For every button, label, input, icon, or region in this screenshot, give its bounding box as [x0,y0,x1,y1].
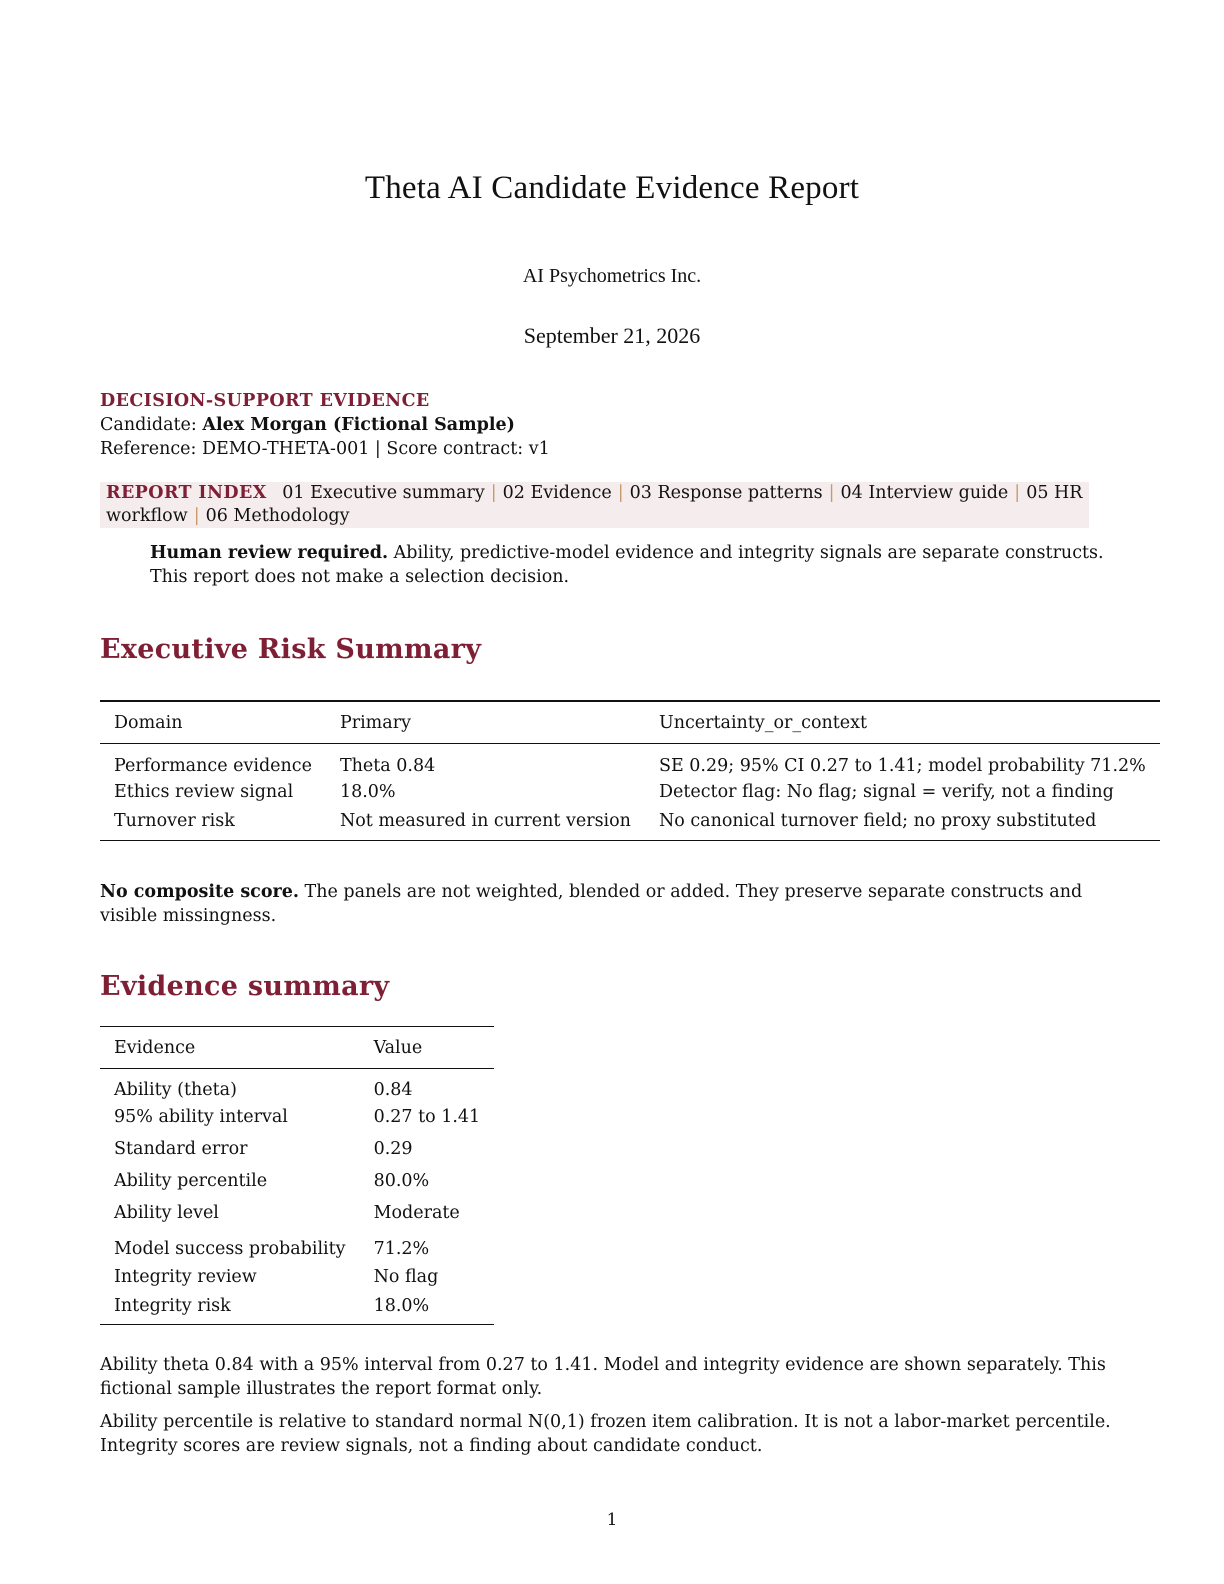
table-cell: Integrity review [114,1266,257,1287]
report-index [100,482,1089,528]
table-cell: 18.0% [373,1296,430,1317]
human-review-text: Ability, predictive-model evidence and integrity signals are separate constructs. This report does not make a selection decision. [150,543,1104,587]
evidence-paragraph-2: Ability percentile is relative to standard normal N(0,1) frozen item calibration. It is not a labor-market percentile. Integrity scores are review signals, not a finding about candidate conduct. [100,1412,1111,1456]
no-composite-text: The panels are not weighted, blended or added. They preserve separate constructs and visible missingness. [100,882,1083,926]
column-header: Evidence [100,1027,360,1069]
table-cell: Ability level [114,1202,219,1223]
index-separator: | [490,483,497,503]
report-title: Theta AI Candidate Evidence Report [364,170,860,206]
table-cell: 18.0% [339,782,396,802]
table-row [100,1229,494,1261]
report-index-label: REPORT INDEX [106,483,267,503]
index-item-hr-workflow[interactable]: 05 HR workflow [106,483,1083,526]
index-item-methodology[interactable]: 06 Methodology [205,506,350,526]
table-row [100,1101,494,1133]
table-cell: Ethics review signal [114,782,294,802]
column-header: Domain [100,701,326,744]
table-cell: Ability (theta) [114,1079,237,1100]
reference-line: Reference: DEMO-THETA-001 | Score contract: v1 [100,439,550,459]
table-cell: Performance evidence [114,756,312,776]
index-separator: | [617,483,624,503]
report-date: September 21, 2026 [523,323,701,348]
table-cell: No canonical turnover field; no proxy substituted [658,810,1097,831]
report-author: AI Psychometrics Inc. [522,265,702,287]
column-header: Uncertainty_or_context [645,701,1160,744]
decision-support-block [100,389,550,461]
table-cell: No flag [373,1266,439,1287]
executive-risk-table [100,700,1160,841]
table-cell: Detector flag: No flag; signal = verify, not a finding [658,782,1114,802]
table-cell: 0.29 [373,1138,413,1159]
table-row [100,1261,494,1293]
table-header-row [100,701,1160,744]
table-row [100,1133,494,1165]
index-item-interview-guide[interactable]: 04 Interview guide [840,483,1009,503]
table-row [100,776,1160,808]
candidate-line [100,413,550,437]
index-item-executive-summary[interactable]: 01 Executive summary [282,483,485,503]
table-row [100,808,1160,840]
executive-summary-heading: Executive Risk Summary [100,634,482,665]
evidence-table [100,1026,494,1325]
evidence-paragraph-1: Ability theta 0.84 with a 95% interval from 0.27 to 1.41. Model and integrity evidence are shown separately. This fictional sample illustrates the report format only. [100,1355,1106,1399]
table-cell: 95% ability interval [114,1106,288,1127]
human-review-bold: Human review required. [150,543,389,563]
table-cell: 0.84 [373,1079,413,1100]
table-cell: Standard error [114,1138,248,1159]
table-row [100,1293,494,1325]
table-cell: Not measured in current version [339,810,631,831]
table-header-row [100,1027,494,1069]
table-row [100,1197,494,1229]
table-cell: Moderate [373,1202,460,1223]
evidence-summary-heading: Evidence summary [100,971,390,1002]
page-number: 1 [606,1510,618,1530]
table-cell: 0.27 to 1.41 [373,1106,481,1127]
table-row [100,1069,494,1101]
table-cell: 80.0% [373,1170,430,1191]
table-cell: SE 0.29; 95% CI 0.27 to 1.41; model probability 71.2% [658,756,1146,776]
column-header: Value [360,1027,495,1069]
candidate-name: Alex Morgan (Fictional Sample) [202,415,515,435]
decision-support-heading: DECISION-SUPPORT EVIDENCE [100,391,430,411]
table-cell: Theta 0.84 [339,756,436,776]
table-row [100,744,1160,777]
table-cell: Ability percentile [114,1170,268,1191]
index-separator: | [828,483,835,503]
column-header: Primary [326,701,645,744]
no-composite-bold: No composite score. [100,882,299,902]
candidate-label: Candidate: [100,415,197,435]
index-item-response-patterns[interactable]: 03 Response patterns [629,483,823,503]
index-item-evidence[interactable]: 02 Evidence [502,483,612,503]
no-composite-note [100,880,1122,928]
table-row [100,1165,494,1197]
table-cell: Integrity risk [114,1296,231,1317]
table-cell: Turnover risk [114,810,235,831]
table-cell: 71.2% [373,1239,430,1259]
index-separator: | [1014,483,1021,503]
index-separator: | [193,506,200,526]
human-review-note [150,541,1124,589]
table-cell: Model success probability [114,1239,346,1259]
